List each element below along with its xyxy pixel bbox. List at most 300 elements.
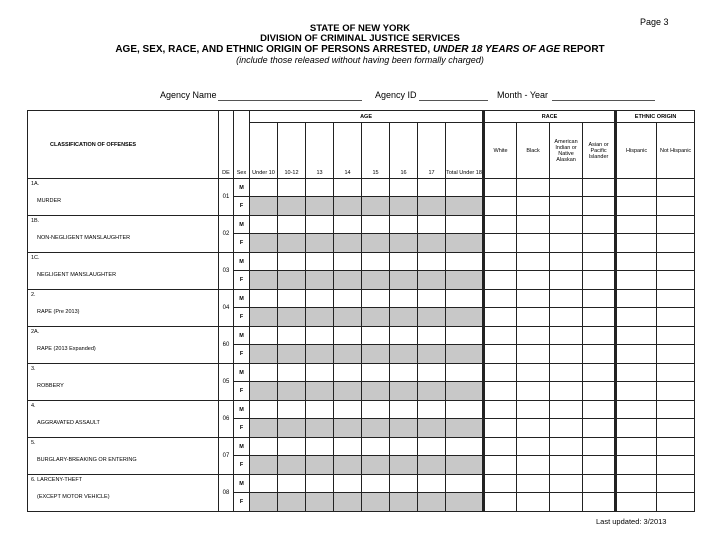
offense-name-cell [28, 438, 219, 475]
count-entry-cell[interactable] [517, 456, 550, 475]
count-entry-cell[interactable] [418, 475, 446, 493]
count-entry-cell[interactable] [446, 345, 484, 364]
count-entry-cell[interactable] [583, 475, 616, 493]
count-entry-cell[interactable] [616, 475, 657, 493]
count-entry-cell[interactable] [550, 290, 583, 308]
count-entry-cell[interactable] [334, 345, 362, 364]
count-entry-cell[interactable] [517, 401, 550, 419]
count-entry-cell[interactable] [250, 419, 278, 438]
count-entry-cell[interactable] [616, 234, 657, 253]
count-entry-cell[interactable] [250, 382, 278, 401]
count-entry-cell[interactable] [278, 234, 306, 253]
agency-id-field[interactable] [419, 91, 488, 101]
count-entry-cell[interactable] [250, 271, 278, 290]
offense-name-cell [28, 290, 219, 327]
count-entry-cell[interactable] [362, 419, 390, 438]
count-entry-cell[interactable] [583, 401, 616, 419]
offense-table [27, 110, 695, 512]
count-entry-cell[interactable] [250, 234, 278, 253]
count-entry-cell[interactable] [278, 271, 306, 290]
count-entry-cell[interactable] [306, 327, 334, 345]
sex-female-label: F [234, 271, 250, 290]
classification-header: CLASSIFICATION OF OFFENSES [28, 111, 219, 179]
count-entry-cell[interactable] [334, 290, 362, 308]
count-entry-cell[interactable] [278, 345, 306, 364]
count-entry-cell[interactable] [278, 216, 306, 234]
count-entry-cell[interactable] [306, 179, 334, 197]
count-entry-cell[interactable] [250, 290, 278, 308]
count-entry-cell[interactable] [446, 401, 484, 419]
count-entry-cell[interactable] [446, 419, 484, 438]
count-entry-cell[interactable] [550, 475, 583, 493]
count-entry-cell[interactable] [484, 419, 517, 438]
ethnic-col-header: Hispanic [616, 123, 657, 179]
count-entry-cell[interactable] [306, 475, 334, 493]
count-entry-cell[interactable] [278, 197, 306, 216]
count-entry-cell[interactable] [550, 253, 583, 271]
count-entry-cell[interactable] [484, 475, 517, 493]
count-entry-cell[interactable] [484, 179, 517, 197]
count-entry-cell[interactable] [390, 216, 418, 234]
count-entry-cell[interactable] [418, 456, 446, 475]
count-entry-cell[interactable] [583, 345, 616, 364]
count-entry-cell[interactable] [657, 234, 695, 253]
count-entry-cell[interactable] [550, 364, 583, 382]
count-entry-cell[interactable] [446, 493, 484, 512]
count-entry-cell[interactable] [418, 308, 446, 327]
count-entry-cell[interactable] [418, 234, 446, 253]
count-entry-cell[interactable] [616, 493, 657, 512]
count-entry-cell[interactable] [550, 493, 583, 512]
count-entry-cell[interactable] [616, 382, 657, 401]
count-entry-cell[interactable] [583, 419, 616, 438]
count-entry-cell[interactable] [362, 253, 390, 271]
count-entry-cell[interactable] [517, 364, 550, 382]
count-entry-cell[interactable] [334, 197, 362, 216]
count-entry-cell[interactable] [390, 475, 418, 493]
count-entry-cell[interactable] [446, 456, 484, 475]
count-entry-cell[interactable] [306, 401, 334, 419]
count-entry-cell[interactable] [616, 345, 657, 364]
count-entry-cell[interactable] [418, 197, 446, 216]
count-entry-cell[interactable] [484, 493, 517, 512]
count-entry-cell[interactable] [517, 308, 550, 327]
count-entry-cell[interactable] [517, 216, 550, 234]
offense-de-code: 03 [219, 253, 234, 290]
count-entry-cell[interactable] [250, 438, 278, 456]
offense-code: 2A. [31, 329, 40, 335]
count-entry-cell[interactable] [306, 456, 334, 475]
count-entry-cell[interactable] [390, 345, 418, 364]
count-entry-cell[interactable] [334, 493, 362, 512]
count-entry-cell[interactable] [250, 308, 278, 327]
count-entry-cell[interactable] [278, 364, 306, 382]
count-entry-cell[interactable] [517, 345, 550, 364]
count-entry-cell[interactable] [334, 179, 362, 197]
count-entry-cell[interactable] [657, 271, 695, 290]
count-entry-cell[interactable] [362, 216, 390, 234]
count-entry-cell[interactable] [657, 456, 695, 475]
count-entry-cell[interactable] [390, 308, 418, 327]
count-entry-cell[interactable] [657, 308, 695, 327]
count-entry-cell[interactable] [484, 308, 517, 327]
count-entry-cell[interactable] [418, 179, 446, 197]
count-entry-cell[interactable] [550, 271, 583, 290]
count-entry-cell[interactable] [278, 382, 306, 401]
count-entry-cell[interactable] [517, 197, 550, 216]
count-entry-cell[interactable] [306, 308, 334, 327]
age-header: AGE [250, 111, 484, 123]
offense-code: 6. LARCENY-THEFT [31, 477, 83, 483]
count-entry-cell[interactable] [616, 179, 657, 197]
count-entry-cell[interactable] [446, 271, 484, 290]
count-entry-cell[interactable] [390, 234, 418, 253]
count-entry-cell[interactable] [616, 438, 657, 456]
count-entry-cell[interactable] [334, 271, 362, 290]
count-entry-cell[interactable] [362, 475, 390, 493]
count-entry-cell[interactable] [278, 475, 306, 493]
count-entry-cell[interactable] [334, 419, 362, 438]
count-entry-cell[interactable] [362, 179, 390, 197]
offense-name: RAPE (Pre 2013) [37, 309, 80, 315]
count-entry-cell[interactable] [306, 493, 334, 512]
count-entry-cell[interactable] [583, 216, 616, 234]
count-entry-cell[interactable] [362, 271, 390, 290]
count-entry-cell[interactable] [616, 308, 657, 327]
count-entry-cell[interactable] [390, 290, 418, 308]
count-entry-cell[interactable] [306, 419, 334, 438]
count-entry-cell[interactable] [334, 438, 362, 456]
count-entry-cell[interactable] [306, 216, 334, 234]
count-entry-cell[interactable] [418, 419, 446, 438]
count-entry-cell[interactable] [306, 382, 334, 401]
count-entry-cell[interactable] [334, 234, 362, 253]
count-entry-cell[interactable] [657, 216, 695, 234]
count-entry-cell[interactable] [484, 364, 517, 382]
count-entry-cell[interactable] [657, 197, 695, 216]
count-entry-cell[interactable] [306, 345, 334, 364]
count-entry-cell[interactable] [362, 438, 390, 456]
count-entry-cell[interactable] [517, 290, 550, 308]
count-entry-cell[interactable] [278, 493, 306, 512]
sex-female-label: F [234, 419, 250, 438]
count-entry-cell[interactable] [550, 234, 583, 253]
count-entry-cell[interactable] [550, 308, 583, 327]
title-line-1: STATE OF NEW YORK [309, 23, 411, 34]
count-entry-cell[interactable] [362, 364, 390, 382]
count-entry-cell[interactable] [616, 456, 657, 475]
sex-female-label: F [234, 308, 250, 327]
count-entry-cell[interactable] [390, 493, 418, 512]
count-entry-cell[interactable] [390, 271, 418, 290]
count-entry-cell[interactable] [418, 271, 446, 290]
count-entry-cell[interactable] [550, 327, 583, 345]
count-entry-cell[interactable] [616, 327, 657, 345]
count-entry-cell[interactable] [583, 253, 616, 271]
offense-name-cell [28, 327, 219, 364]
count-entry-cell[interactable] [583, 179, 616, 197]
count-entry-cell[interactable] [390, 179, 418, 197]
count-entry-cell[interactable] [306, 438, 334, 456]
count-entry-cell[interactable] [250, 327, 278, 345]
offense-name: NON-NEGLIGENT MANSLAUGHTER [37, 235, 131, 241]
count-entry-cell[interactable] [446, 382, 484, 401]
month-year-label: Month - Year [497, 90, 549, 100]
count-entry-cell[interactable] [250, 401, 278, 419]
count-entry-cell[interactable] [583, 382, 616, 401]
count-entry-cell[interactable] [390, 382, 418, 401]
count-entry-cell[interactable] [250, 364, 278, 382]
count-entry-cell[interactable] [390, 401, 418, 419]
count-entry-cell[interactable] [484, 438, 517, 456]
count-entry-cell[interactable] [278, 179, 306, 197]
count-entry-cell[interactable] [250, 253, 278, 271]
count-entry-cell[interactable] [362, 290, 390, 308]
offense-name-cell [28, 401, 219, 438]
count-entry-cell[interactable] [446, 475, 484, 493]
sex-female-label: F [234, 345, 250, 364]
count-entry-cell[interactable] [334, 308, 362, 327]
count-entry-cell[interactable] [550, 179, 583, 197]
sex-male-label: M [234, 327, 250, 345]
count-entry-cell[interactable] [657, 401, 695, 419]
offense-de-code: 02 [219, 216, 234, 253]
offense-name: NEGLIGENT MANSLAUGHTER [37, 272, 117, 278]
count-entry-cell[interactable] [484, 271, 517, 290]
count-entry-cell[interactable] [362, 234, 390, 253]
count-entry-cell[interactable] [657, 364, 695, 382]
count-entry-cell[interactable] [418, 253, 446, 271]
count-entry-cell[interactable] [550, 197, 583, 216]
count-entry-cell[interactable] [362, 401, 390, 419]
count-entry-cell[interactable] [550, 345, 583, 364]
count-entry-cell[interactable] [334, 364, 362, 382]
count-entry-cell[interactable] [583, 438, 616, 456]
count-entry-cell[interactable] [250, 493, 278, 512]
count-entry-cell[interactable] [484, 401, 517, 419]
count-entry-cell[interactable] [250, 456, 278, 475]
sex-male-label: M [234, 179, 250, 197]
count-entry-cell[interactable] [362, 382, 390, 401]
agency-id-label: Agency ID [375, 90, 417, 100]
count-entry-cell[interactable] [517, 179, 550, 197]
count-entry-cell[interactable] [484, 327, 517, 345]
count-entry-cell[interactable] [657, 419, 695, 438]
sex-female-label: F [234, 197, 250, 216]
count-entry-cell[interactable] [390, 419, 418, 438]
count-entry-cell[interactable] [306, 290, 334, 308]
count-entry-cell[interactable] [550, 401, 583, 419]
count-entry-cell[interactable] [517, 253, 550, 271]
offense-name-cell [28, 253, 219, 290]
ethnic-header: ETHNIC ORIGIN [616, 111, 695, 123]
age-col-header: Under 10 [250, 123, 278, 179]
count-entry-cell[interactable] [390, 253, 418, 271]
count-entry-cell[interactable] [550, 456, 583, 475]
count-entry-cell[interactable] [484, 382, 517, 401]
age-col-header: 16 [390, 123, 418, 179]
race-col-header: Black [517, 123, 550, 179]
count-entry-cell[interactable] [446, 234, 484, 253]
count-entry-cell[interactable] [446, 290, 484, 308]
count-entry-cell[interactable] [446, 327, 484, 345]
count-entry-cell[interactable] [657, 438, 695, 456]
count-entry-cell[interactable] [657, 179, 695, 197]
count-entry-cell[interactable] [446, 216, 484, 234]
count-entry-cell[interactable] [334, 382, 362, 401]
count-entry-cell[interactable] [278, 290, 306, 308]
count-entry-cell[interactable] [390, 327, 418, 345]
offense-de-code: 07 [219, 438, 234, 475]
count-entry-cell[interactable] [517, 271, 550, 290]
count-entry-cell[interactable] [616, 197, 657, 216]
count-entry-cell[interactable] [334, 216, 362, 234]
count-entry-cell[interactable] [484, 253, 517, 271]
month-year-field[interactable] [552, 91, 655, 101]
count-entry-cell[interactable] [334, 475, 362, 493]
count-entry-cell[interactable] [657, 327, 695, 345]
offense-name-cell [28, 475, 219, 512]
count-entry-cell[interactable] [517, 475, 550, 493]
count-entry-cell[interactable] [278, 308, 306, 327]
count-entry-cell[interactable] [550, 382, 583, 401]
count-entry-cell[interactable] [517, 327, 550, 345]
count-entry-cell[interactable] [583, 271, 616, 290]
offense-de-code: 60 [219, 327, 234, 364]
count-entry-cell[interactable] [517, 493, 550, 512]
count-entry-cell[interactable] [583, 493, 616, 512]
count-entry-cell[interactable] [517, 419, 550, 438]
count-entry-cell[interactable] [362, 308, 390, 327]
count-entry-cell[interactable] [334, 401, 362, 419]
count-entry-cell[interactable] [616, 290, 657, 308]
offense-de-code: 01 [219, 179, 234, 216]
count-entry-cell[interactable] [550, 216, 583, 234]
count-entry-cell[interactable] [334, 456, 362, 475]
count-entry-cell[interactable] [484, 216, 517, 234]
count-entry-cell[interactable] [334, 253, 362, 271]
count-entry-cell[interactable] [657, 253, 695, 271]
count-entry-cell[interactable] [616, 216, 657, 234]
count-entry-cell[interactable] [418, 382, 446, 401]
count-entry-cell[interactable] [306, 253, 334, 271]
count-entry-cell[interactable] [390, 456, 418, 475]
count-entry-cell[interactable] [418, 401, 446, 419]
count-entry-cell[interactable] [306, 364, 334, 382]
count-entry-cell[interactable] [484, 197, 517, 216]
count-entry-cell[interactable] [390, 438, 418, 456]
count-entry-cell[interactable] [278, 419, 306, 438]
page-number: Page 3 [640, 17, 669, 27]
age-col-header: 17 [418, 123, 446, 179]
count-entry-cell[interactable] [583, 290, 616, 308]
count-entry-cell[interactable] [484, 290, 517, 308]
count-entry-cell[interactable] [362, 456, 390, 475]
count-entry-cell[interactable] [616, 364, 657, 382]
count-entry-cell[interactable] [657, 345, 695, 364]
title-line-4: (include those released without having been formally charged) [236, 55, 484, 65]
count-entry-cell[interactable] [616, 419, 657, 438]
ethnic-col-header: Not Hispanic [657, 123, 695, 179]
count-entry-cell[interactable] [446, 253, 484, 271]
count-entry-cell[interactable] [418, 216, 446, 234]
count-entry-cell[interactable] [517, 234, 550, 253]
count-entry-cell[interactable] [418, 345, 446, 364]
count-entry-cell[interactable] [418, 493, 446, 512]
sex-header: Sex [234, 111, 250, 179]
count-entry-cell[interactable] [517, 382, 550, 401]
count-entry-cell[interactable] [278, 253, 306, 271]
count-entry-cell[interactable] [446, 364, 484, 382]
count-entry-cell[interactable] [418, 290, 446, 308]
table-row [28, 401, 695, 419]
count-entry-cell[interactable] [657, 290, 695, 308]
count-entry-cell[interactable] [250, 216, 278, 234]
count-entry-cell[interactable] [362, 493, 390, 512]
count-entry-cell[interactable] [418, 438, 446, 456]
count-entry-cell[interactable] [583, 456, 616, 475]
count-entry-cell[interactable] [583, 364, 616, 382]
count-entry-cell[interactable] [616, 253, 657, 271]
count-entry-cell[interactable] [657, 382, 695, 401]
count-entry-cell[interactable] [362, 327, 390, 345]
count-entry-cell[interactable] [250, 475, 278, 493]
count-entry-cell[interactable] [278, 401, 306, 419]
count-entry-cell[interactable] [362, 197, 390, 216]
count-entry-cell[interactable] [250, 179, 278, 197]
count-entry-cell[interactable] [657, 475, 695, 493]
count-entry-cell[interactable] [446, 438, 484, 456]
count-entry-cell[interactable] [418, 327, 446, 345]
count-entry-cell[interactable] [306, 271, 334, 290]
count-entry-cell[interactable] [550, 419, 583, 438]
count-entry-cell[interactable] [517, 438, 550, 456]
count-entry-cell[interactable] [484, 234, 517, 253]
offense-name: ROBBERY [37, 383, 64, 389]
count-entry-cell[interactable] [306, 234, 334, 253]
count-entry-cell[interactable] [616, 271, 657, 290]
count-entry-cell[interactable] [583, 234, 616, 253]
count-entry-cell[interactable] [250, 197, 278, 216]
count-entry-cell[interactable] [250, 345, 278, 364]
offense-name-cell [28, 364, 219, 401]
sex-female-label: F [234, 456, 250, 475]
count-entry-cell[interactable] [446, 308, 484, 327]
count-entry-cell[interactable] [278, 327, 306, 345]
count-entry-cell[interactable] [446, 197, 484, 216]
count-entry-cell[interactable] [362, 345, 390, 364]
count-entry-cell[interactable] [616, 401, 657, 419]
count-entry-cell[interactable] [583, 197, 616, 216]
agency-name-field[interactable] [218, 91, 362, 101]
count-entry-cell[interactable] [418, 364, 446, 382]
count-entry-cell[interactable] [583, 327, 616, 345]
count-entry-cell[interactable] [278, 456, 306, 475]
count-entry-cell[interactable] [390, 364, 418, 382]
count-entry-cell[interactable] [550, 438, 583, 456]
count-entry-cell[interactable] [484, 456, 517, 475]
count-entry-cell[interactable] [306, 197, 334, 216]
count-entry-cell[interactable] [446, 179, 484, 197]
offense-de-code: 04 [219, 290, 234, 327]
offense-name: AGGRAVATED ASSAULT [37, 420, 100, 426]
count-entry-cell[interactable] [278, 438, 306, 456]
count-entry-cell[interactable] [484, 345, 517, 364]
count-entry-cell[interactable] [657, 493, 695, 512]
count-entry-cell[interactable] [334, 327, 362, 345]
count-entry-cell[interactable] [390, 197, 418, 216]
count-entry-cell[interactable] [583, 308, 616, 327]
